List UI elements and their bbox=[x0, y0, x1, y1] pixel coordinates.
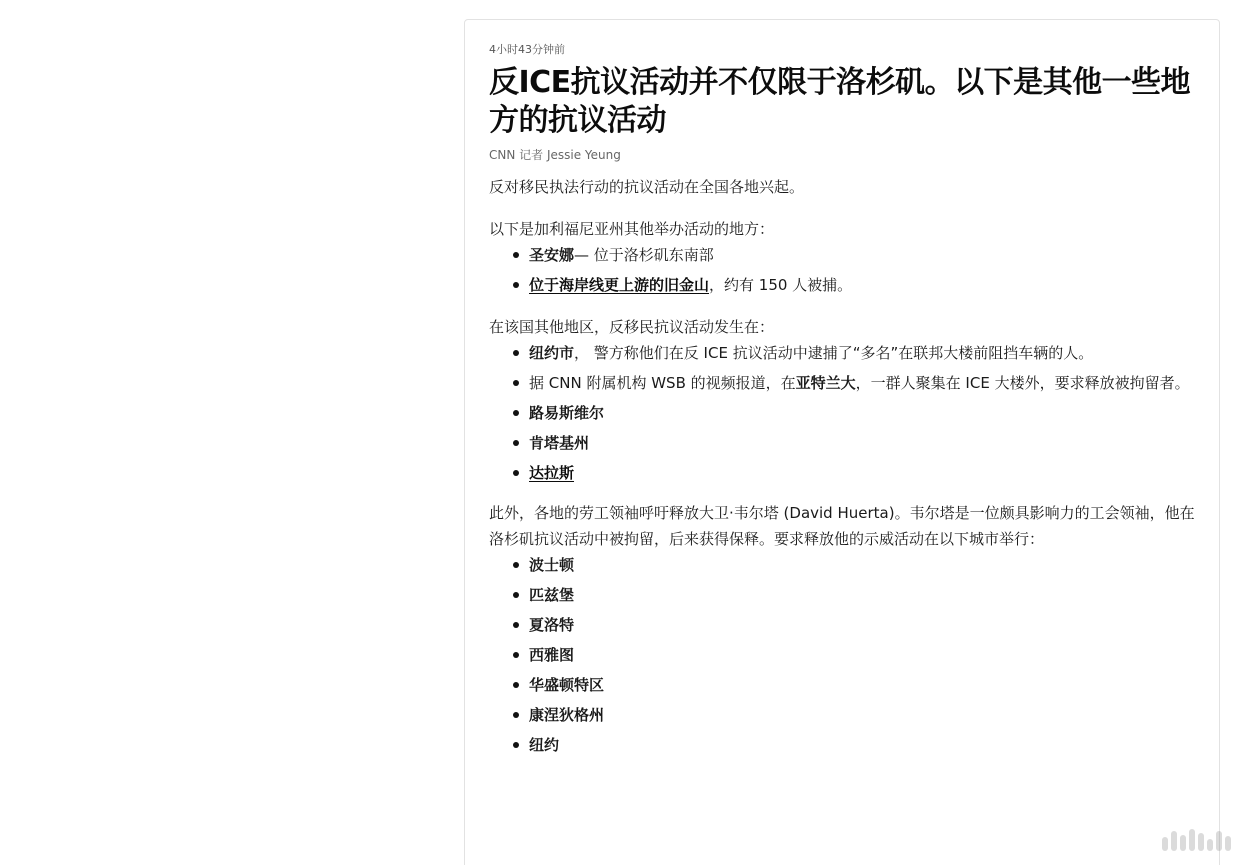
list-item-text: ， 警方称他们在反 ICE 抗议活动中逮捕了“多名”在联邦大楼前阻挡车辆的人。 bbox=[574, 344, 1094, 362]
place-name: 圣安娜 bbox=[529, 246, 575, 264]
labor-paragraph: 此外，各地的劳工领袖呼吁释放大卫·韦尔塔 (David Huerta)。韦尔塔是一位颇具影响力的工会领袖，他在洛杉矶抗议活动中被拘留，后来获得保释。要求释放他的示威活动在以下城市举行： bbox=[489, 504, 1195, 548]
dallas-link[interactable]: 达拉斯 bbox=[529, 464, 575, 482]
california-intro-paragraph: 以下是加利福尼亚州其他举办活动的地方： bbox=[489, 220, 775, 238]
cities-list bbox=[489, 552, 1199, 758]
article-content bbox=[489, 42, 1199, 762]
city-name: 华盛顿特区 bbox=[529, 676, 605, 694]
list-item bbox=[529, 732, 1199, 758]
city-name: 西雅图 bbox=[529, 646, 575, 664]
list-item-text: ，约有 150 人被捕。 bbox=[709, 276, 853, 294]
city-name: 康涅狄格州 bbox=[529, 706, 605, 724]
city-name: 夏洛特 bbox=[529, 616, 575, 634]
list-item bbox=[529, 460, 1199, 486]
article-timestamp: 4小时43分钟前 bbox=[489, 43, 565, 56]
place-name: 路易斯维尔 bbox=[529, 404, 605, 422]
place-name: 纽约市 bbox=[529, 344, 575, 362]
city-name: 波士顿 bbox=[529, 556, 575, 574]
list-item bbox=[529, 672, 1199, 698]
california-list bbox=[489, 242, 1199, 298]
list-item-text: 据 CNN 附属机构 WSB 的视频报道，在 bbox=[529, 374, 796, 392]
intro-paragraph: 反对移民执法行动的抗议活动在全国各地兴起。 bbox=[489, 178, 805, 196]
list-item bbox=[529, 612, 1199, 638]
list-item bbox=[529, 370, 1199, 396]
list-item bbox=[529, 340, 1199, 366]
san-francisco-link[interactable]: 位于海岸线更上游的旧金山 bbox=[529, 276, 710, 294]
place-name: 亚特兰大 bbox=[795, 374, 856, 392]
city-name: 匹兹堡 bbox=[529, 586, 575, 604]
article-headline: 反ICE抗议活动并不仅限于洛杉矶。以下是其他一些地方的抗议活动 bbox=[489, 65, 1191, 138]
city-name: 纽约 bbox=[529, 736, 560, 754]
list-item-text: ，一群人聚集在 ICE 大楼外，要求释放被拘留者。 bbox=[855, 374, 1190, 392]
article-card bbox=[464, 19, 1220, 865]
nation-list bbox=[489, 340, 1199, 486]
watermark-bars-icon bbox=[1162, 829, 1231, 851]
list-item bbox=[529, 430, 1199, 456]
list-item bbox=[529, 242, 1199, 268]
list-item-text: — 位于洛杉矶东南部 bbox=[574, 246, 714, 264]
list-item bbox=[529, 552, 1199, 578]
list-item bbox=[529, 702, 1199, 728]
list-item bbox=[529, 582, 1199, 608]
article-byline: CNN 记者 Jessie Yeung bbox=[489, 148, 621, 162]
list-item bbox=[529, 400, 1199, 426]
place-name: 肯塔基州 bbox=[529, 434, 590, 452]
nation-intro-paragraph: 在该国其他地区，反移民抗议活动发生在： bbox=[489, 318, 775, 336]
list-item bbox=[529, 642, 1199, 668]
list-item bbox=[529, 272, 1199, 298]
